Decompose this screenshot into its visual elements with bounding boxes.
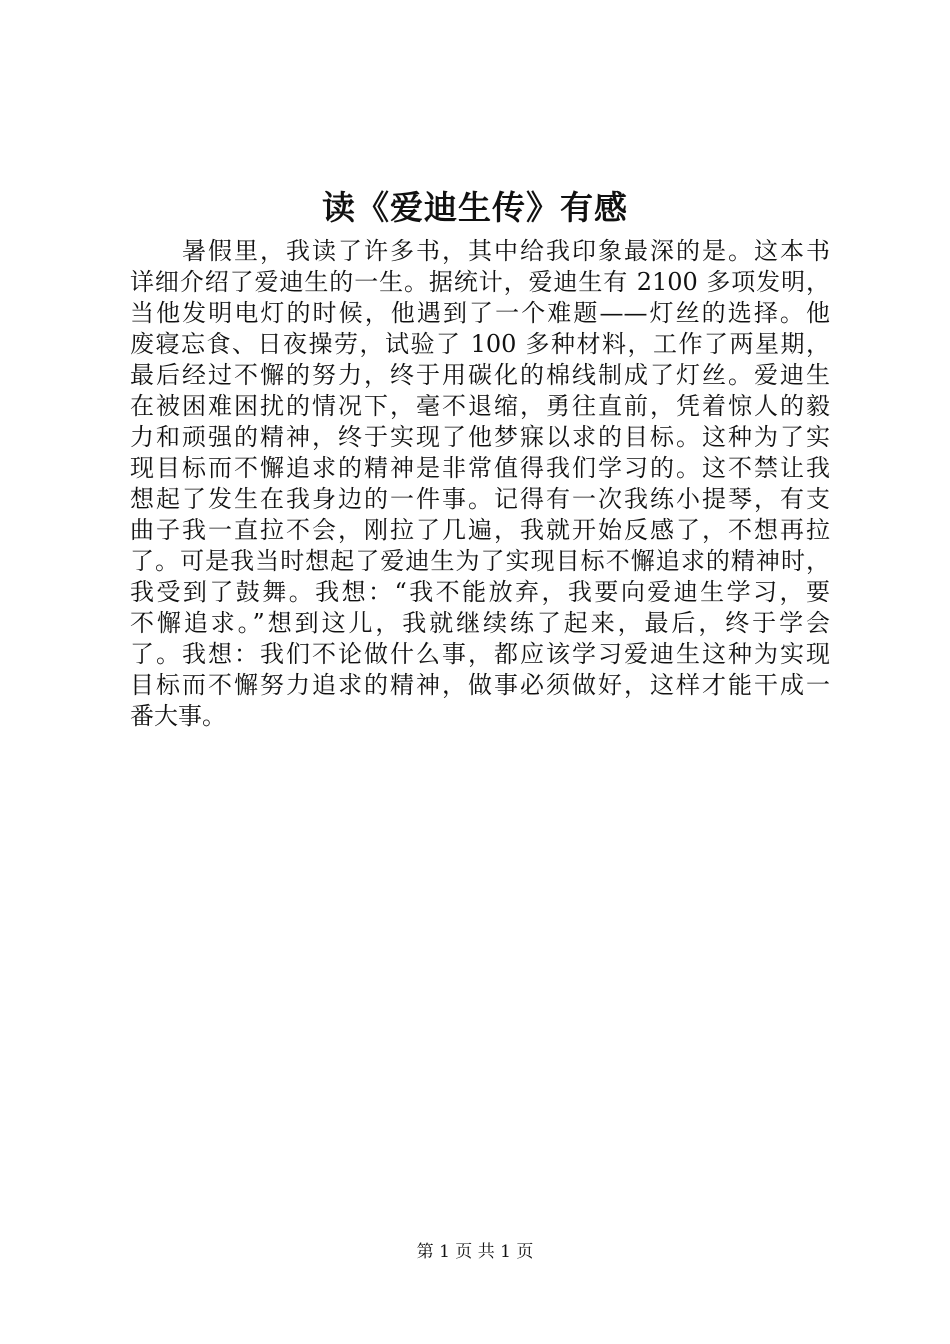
page-footer: 第 1 页 共 1 页: [416, 1242, 534, 1262]
paragraph-line: 想起了发生在我身边的一件事。记得有一次我练小提琴，有支: [130, 485, 830, 513]
paragraph-line: 最后经过不懈的努力，终于用碳化的棉线制成了灯丝。爱迪生: [130, 361, 830, 389]
paragraph-line: 详细介绍了爱迪生的一生。据统计，爱迪生有 2100 多项发明，: [130, 268, 830, 296]
paragraph-line: 了。可是我当时想起了爱迪生为了实现目标不懈追求的精神时，: [130, 547, 830, 575]
paragraph-line: 废寝忘食、日夜操劳，试验了 100 多种材料，工作了两星期，: [130, 330, 830, 358]
essay-paragraph: [130, 236, 830, 732]
paragraph-line: 在被困难困扰的情况下，毫不退缩，勇往直前，凭着惊人的毅: [130, 392, 830, 420]
paragraph-line: 我受到了鼓舞。我想：“我不能放弃，我要向爱迪生学习，要: [130, 578, 830, 606]
paragraph-line: 曲子我一直拉不会，刚拉了几遍，我就开始反感了，不想再拉: [130, 516, 830, 544]
paragraph-line: 暑假里，我读了许多书，其中给我印象最深的是。这本书: [182, 237, 830, 265]
paragraph-line: 目标而不懈努力追求的精神，做事必须做好，这样才能干成一: [130, 671, 830, 699]
document-title: 读《爱迪生传》有感: [322, 188, 628, 227]
paragraph-line: 现目标而不懈追求的精神是非常值得我们学习的。这不禁让我: [130, 454, 830, 482]
paragraph-line: 力和顽强的精神，终于实现了他梦寐以求的目标。这种为了实: [130, 423, 830, 451]
paragraph-line: 了。我想：我们不论做什么事，都应该学习爱迪生这种为实现: [130, 640, 830, 668]
paragraph-line: 番大事。: [130, 702, 226, 730]
paragraph-line: 不懈追求。”想到这儿，我就继续练了起来，最后，终于学会: [130, 609, 830, 637]
paragraph-line: 当他发明电灯的时候，他遇到了一个难题——灯丝的选择。他: [130, 299, 830, 327]
